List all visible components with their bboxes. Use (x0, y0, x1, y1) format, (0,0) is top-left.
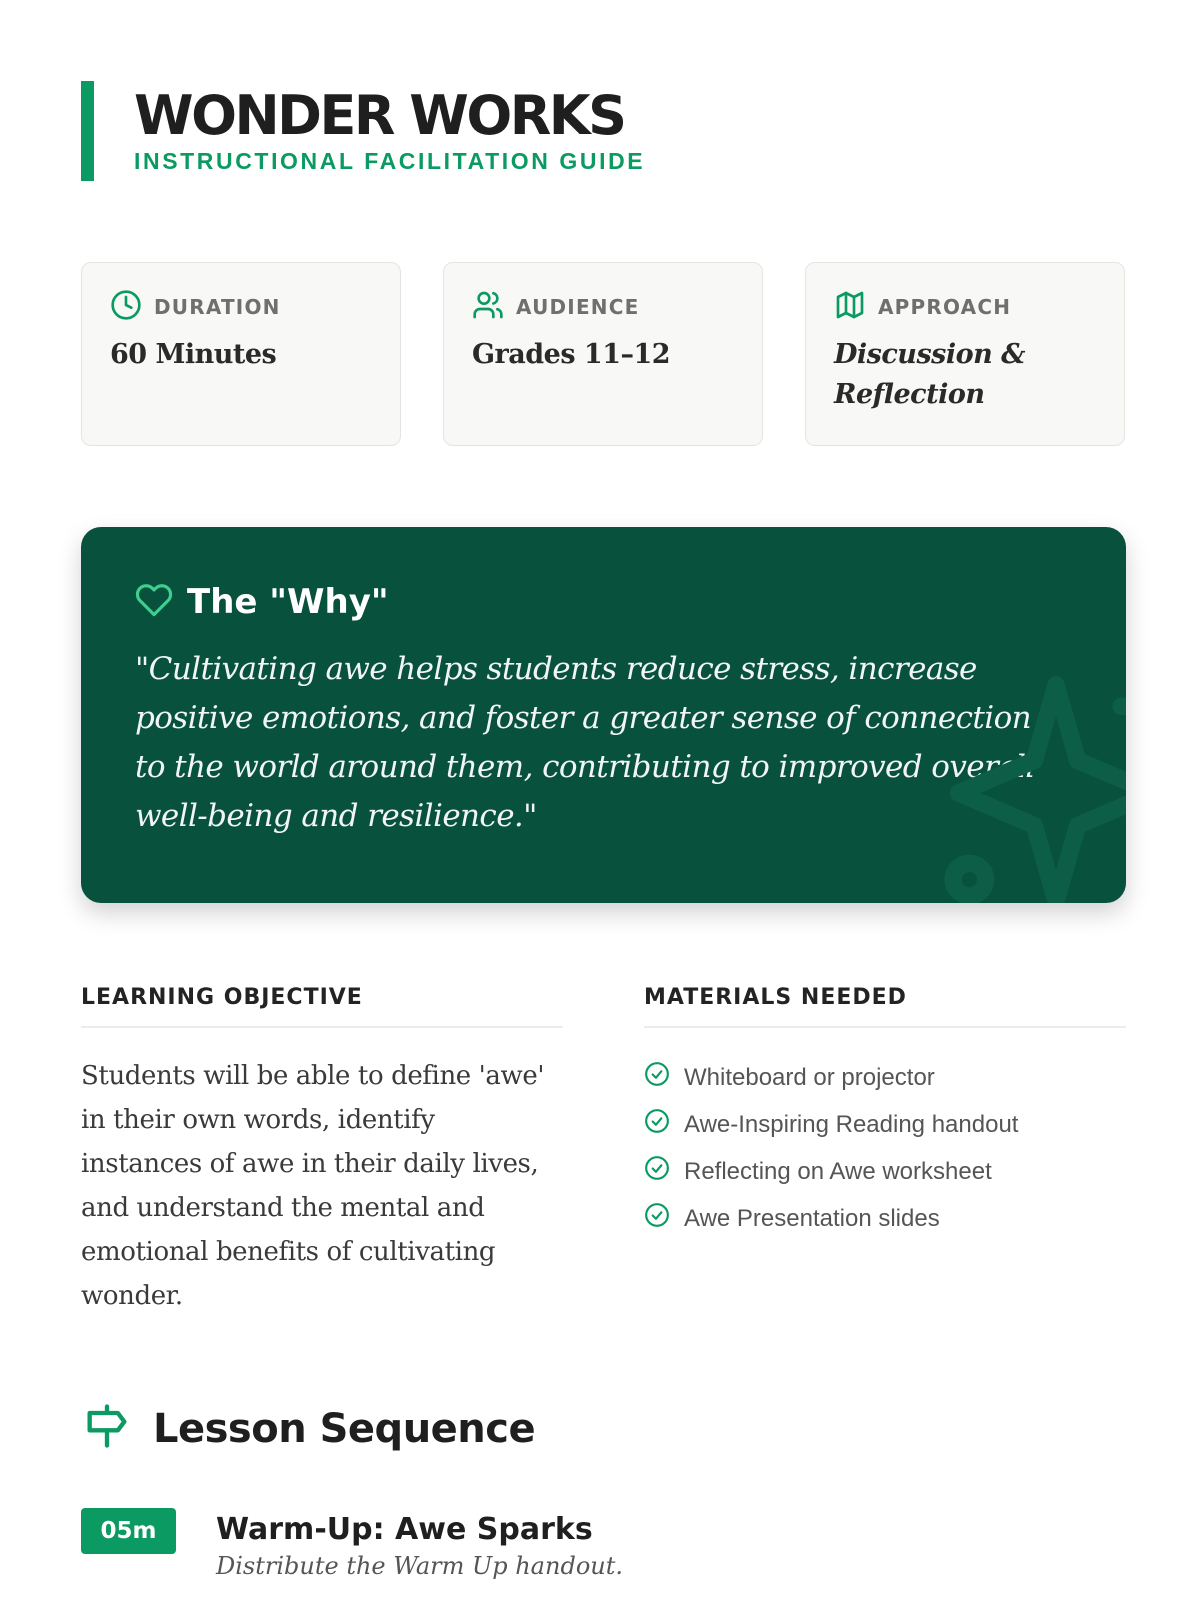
approach-card (805, 262, 1125, 446)
step-description: Distribute the Warm Up handout. (216, 1552, 623, 1580)
lesson-sequence-header (81, 1400, 535, 1457)
heart-icon (135, 581, 173, 624)
map-icon (834, 289, 866, 326)
duration-card (81, 262, 401, 446)
check-circle-icon (644, 1108, 670, 1141)
material-label: Awe-Inspiring Reading handout (684, 1110, 1019, 1138)
guide-header (81, 81, 645, 181)
why-quote: "Cultivating awe helps students reduce stress, increase positive emotions, and foster a greater sense of connection to the world around them, contributing to improved overall well-being and resilience." (135, 651, 1035, 834)
material-label: Awe Presentation slides (684, 1204, 940, 1232)
why-panel (81, 527, 1126, 903)
list-item (644, 1195, 1126, 1242)
approach-label: APPROACH (878, 295, 1012, 319)
lesson-step (81, 1508, 623, 1580)
lesson-sequence-title: Lesson Sequence (153, 1405, 536, 1452)
step-time-badge: 05m (81, 1508, 176, 1554)
objective-heading: LEARNING OBJECTIVE (81, 985, 563, 1028)
audience-label: AUDIENCE (516, 295, 640, 319)
page-subtitle: INSTRUCTIONAL FACILITATION GUIDE (134, 148, 646, 174)
material-label: Reflecting on Awe worksheet (684, 1157, 992, 1185)
duration-value: 60 Minutes (110, 339, 277, 370)
material-label: Whiteboard or projector (684, 1063, 935, 1091)
check-circle-icon (644, 1202, 670, 1235)
users-icon (472, 289, 504, 326)
check-circle-icon (644, 1155, 670, 1188)
materials-section (644, 985, 1126, 1242)
sparkle-decoration-icon (926, 643, 1126, 903)
info-cards (81, 262, 1126, 446)
signpost-icon (81, 1400, 133, 1457)
duration-label: DURATION (154, 295, 281, 319)
materials-heading: MATERIALS NEEDED (644, 985, 1126, 1028)
step-title: Warm-Up: Awe Sparks (216, 1512, 593, 1547)
approach-value: Discussion & Reflection (834, 339, 1026, 410)
page-title: WONDER WORKS (134, 84, 625, 147)
why-title: The "Why" (187, 582, 389, 622)
materials-list (644, 1054, 1126, 1242)
audience-value: Grades 11–12 (472, 339, 671, 370)
list-item (644, 1101, 1126, 1148)
check-circle-icon (644, 1061, 670, 1094)
learning-objective-section (81, 985, 563, 1318)
list-item (644, 1148, 1126, 1195)
clock-icon (110, 289, 142, 326)
audience-card (443, 262, 763, 446)
objective-text: Students will be able to define 'awe' in their own words, identify instances of awe in their daily lives, and understand the mental and emotional benefits of cultivating wonder. (81, 1061, 545, 1311)
list-item (644, 1054, 1126, 1101)
